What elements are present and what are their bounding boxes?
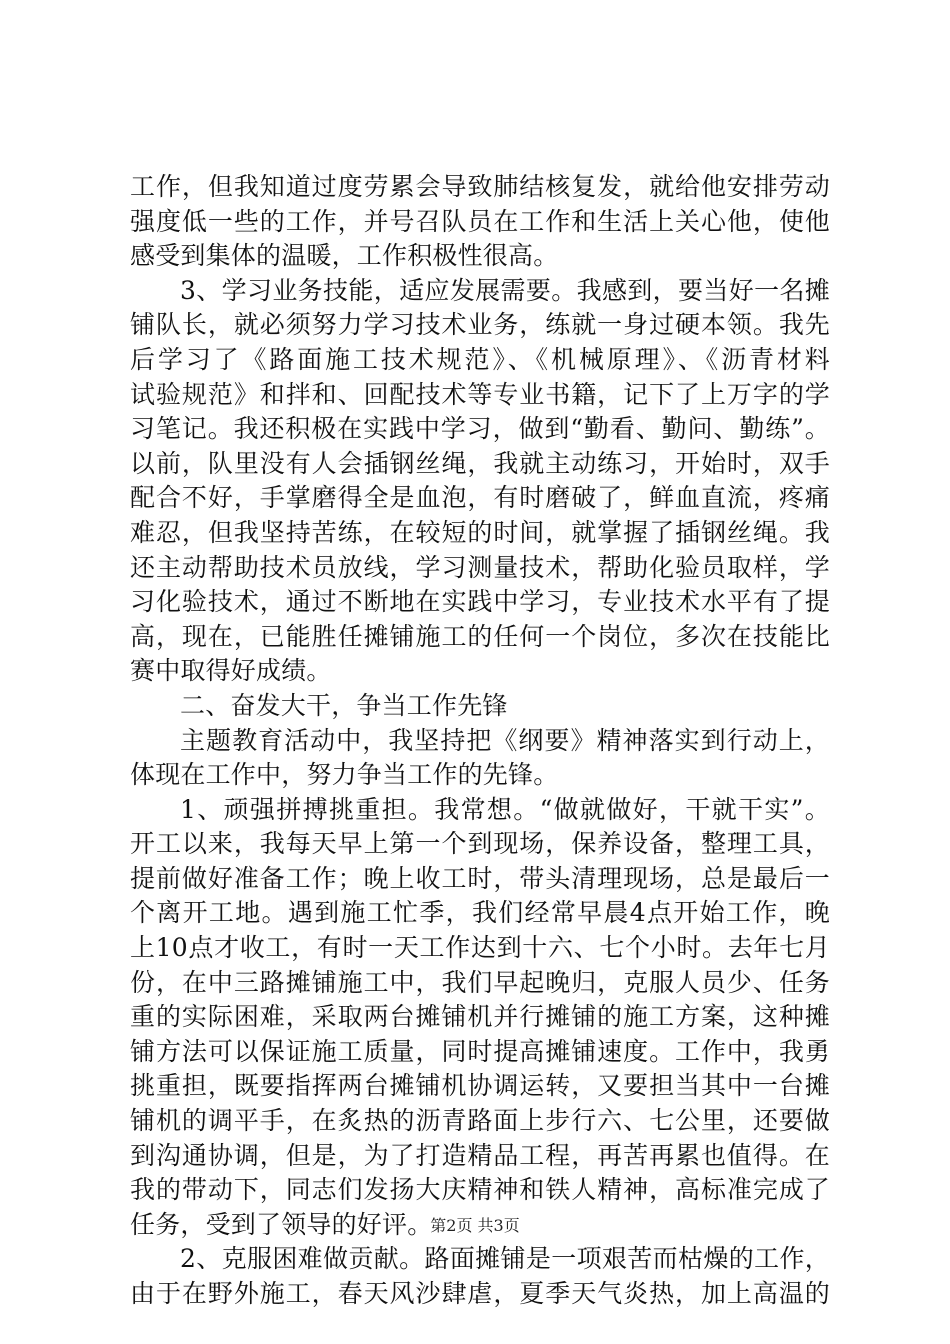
text-line: 任务，受到了领导的好评。 bbox=[130, 1209, 433, 1239]
text-line: 高，现在，已能胜任摊铺施工的任何一个岗位，多次在技能比 bbox=[130, 621, 830, 651]
text-line: 2、克服困难做贡献。路面摊铺是一项艰苦而枯燥的工作， bbox=[180, 1244, 830, 1274]
text-line: 铺队长，就必须努力学习技术业务，练就一身过硬本领。我先 bbox=[130, 310, 830, 340]
text-line: 到沟通协调，但是，为了打造精品工程，再苦再累也值得。在 bbox=[130, 1140, 830, 1170]
text-line: 开工以来，我每天早上第一个到现场，保养设备，整理工具， bbox=[130, 829, 830, 859]
text-line: 由于在野外施工，春天风沙肆虐，夏季天气炎热，加上高温的 bbox=[130, 1279, 830, 1308]
text-line: 感受到集体的温暖，工作积极性很高。 bbox=[130, 241, 559, 271]
text-line: 主题教育活动中，我坚持把《纲要》精神落实到行动上， bbox=[180, 725, 830, 755]
text-line: 铺机的调平手，在炙热的沥青路面上步行六、七公里，还要做 bbox=[130, 1106, 830, 1136]
text-line: 挑重担，既要指挥两台摊铺机协调运转，又要担当其中一台摊 bbox=[130, 1071, 830, 1101]
text-line: 习笔记。我还积极在实践中学习，做到“勤看、勤问、勤练”。 bbox=[130, 414, 830, 444]
page-footer: 第2页 共3页 bbox=[430, 1216, 520, 1235]
text-line: 难忍，但我坚持苦练，在较短的时间，就掌握了插钢丝绳。我 bbox=[130, 517, 830, 547]
text-line: 后学习了《路面施工技术规范》、《机械原理》、《沥青材料 bbox=[130, 344, 830, 374]
text-line: 工作，但我知道过度劳累会导致肺结核复发，就给他安排劳动 bbox=[130, 172, 830, 201]
text-line: 体现在工作中，努力争当工作的先锋。 bbox=[130, 760, 559, 790]
text-line: 重的实际困难，采取两台摊铺机并行摊铺的施工方案，这种摊 bbox=[130, 1002, 830, 1032]
text-line: 试验规范》和拌和、回配技术等专业书籍，记下了上万字的学 bbox=[130, 379, 830, 409]
text-line: 3、学习业务技能，适应发展需要。我感到，要当好一名摊 bbox=[180, 275, 830, 305]
text-line: 强度低一些的工作，并号召队员在工作和生活上关心他，使他 bbox=[130, 206, 830, 236]
text-line: 二、奋发大干，争当工作先锋 bbox=[180, 690, 508, 720]
text-line: 以前，队里没有人会插钢丝绳，我就主动练习，开始时，双手 bbox=[130, 448, 830, 478]
text-line: 上10点才收工，有时一天工作达到十六、七个小时。去年七月 bbox=[130, 933, 830, 963]
text-line: 还主动帮助技术员放线，学习测量技术，帮助化验员取样，学 bbox=[130, 552, 830, 582]
text-line: 我的带动下，同志们发扬大庆精神和铁人精神，高标准完成了 bbox=[130, 1175, 830, 1205]
text-line: 配合不好，手掌磨得全是血泡，有时磨破了，鲜血直流，疼痛 bbox=[130, 483, 830, 513]
text-line: 习化验技术，通过不断地在实践中学习，专业技术水平有了提 bbox=[130, 587, 830, 617]
text-line: 个离开工地。遇到施工忙季，我们经常早晨4点开始工作，晚 bbox=[130, 898, 830, 928]
text-line: 份，在中三路摊铺施工中，我们早起晚归，克服人员少、任务 bbox=[130, 967, 830, 997]
text-line: 铺方法可以保证施工质量，同时提高摊铺速度。工作中，我勇 bbox=[130, 1036, 830, 1066]
text-line: 赛中取得好成绩。 bbox=[130, 656, 332, 686]
text-line: 1、顽强拼搏挑重担。我常想。“做就做好，干就干实”。 bbox=[180, 794, 830, 824]
text-line: 提前做好准备工作；晚上收工时，带头清理现场，总是最后一 bbox=[130, 863, 830, 893]
document-body bbox=[130, 170, 830, 1312]
